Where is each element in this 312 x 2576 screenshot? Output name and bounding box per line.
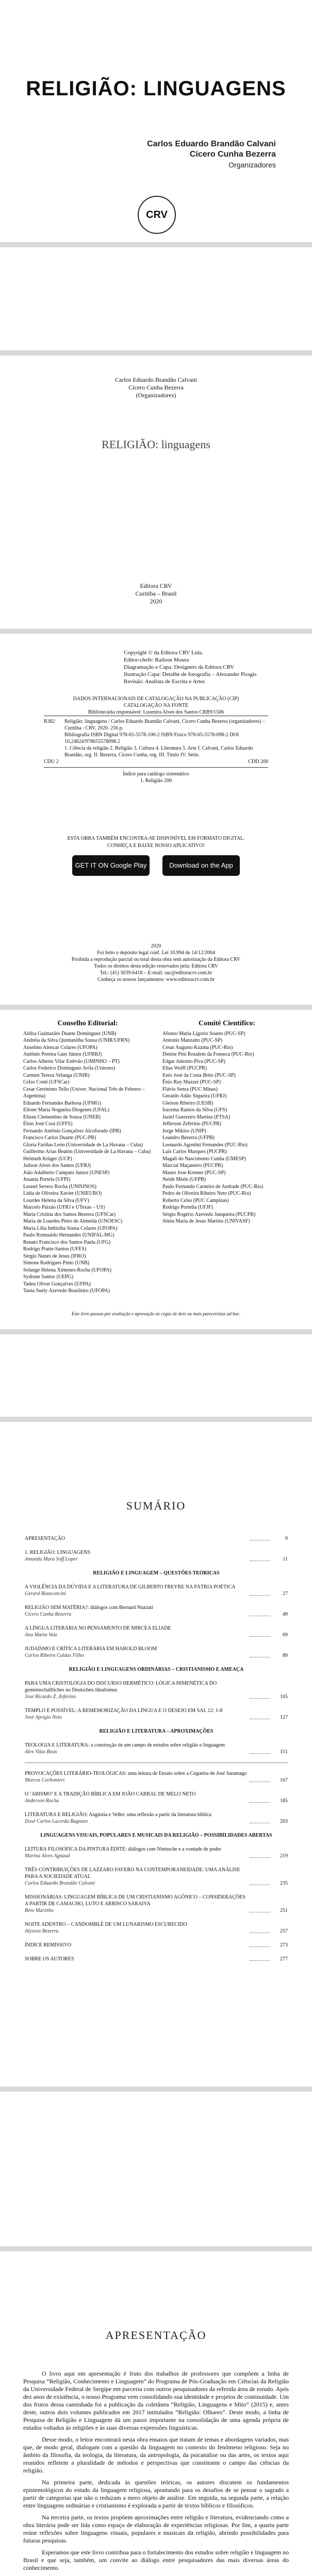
illustration-line: Ilustração Capa: Detalhe de fotografia – Alexander Piragis	[124, 671, 257, 677]
toc-entry-author: Alysson Bezerra	[25, 1928, 59, 1934]
toc-entry-title: LITERATURA E RELIGIÃO: Angústia e Velho: uma reflexão a partir da literatura bíblica Dosé Carlos Lacerda Bagnato	[25, 1811, 248, 1825]
cip-code: R382	[44, 719, 55, 724]
digital-notice: ESTA OBRA TAMBÉM ENCONTRA-SE DISPONÍVEL EM FORMATO DIGITAL.	[67, 836, 245, 841]
council-member: Solange Helena Ximenes-Rocha (UFOPA)	[23, 1267, 111, 1273]
committee-member: Leonardo Agostini Fernandes (PUC-Rio)	[162, 1142, 248, 1148]
toc-entry[interactable]	[25, 1604, 288, 1618]
committee-member: Elias Wolff (PUCPR)	[162, 1065, 207, 1071]
page-separator	[0, 629, 312, 634]
council-member: Marcelo Paixão (UFRJ e UTexas – US)	[23, 1205, 105, 1210]
toc-entry-title: TRÊS CONTRIBUIÇÕES DE LAZZARO FAVERO NA CONTEMPORANEIDADE: UMA ANÁLISE PARA A SOCIEDADE ATUAL Carlos Eduardo Brandão Calvani	[25, 1867, 248, 1887]
toc-divider	[25, 1762, 288, 1763]
google-play-button[interactable]: GET IT ON Google Play	[72, 855, 150, 876]
page-separator	[0, 1417, 312, 1422]
council-member: Sydione Santos (UEPG)	[23, 1274, 74, 1280]
cip-index-item: 1. Religião 200	[140, 778, 172, 784]
editor-line: Editor-chefe: Railson Moura	[124, 657, 189, 663]
council-member: Aldira Guimarães Duarte Domínguez (UNB)	[23, 1030, 117, 1037]
committee-member: Marcial Maçaneiro (PUCPR)	[162, 1163, 223, 1168]
summary-page	[0, 1422, 312, 2087]
toc-entry-page: 89	[283, 1653, 288, 1658]
paragraph: Na terceira parte, os textos propõem aproximações entre religião e literatura, evidenciando como a obra literária pode ser lida como espaço de elaboração de experiências religiosas. Por fim, a quarta parte reúne reflexões sobre linguagens visuais, populares e musicais da religião, abrindo possibilidades para futuras pesquisas.	[23, 2514, 289, 2544]
toc-leader	[250, 1857, 270, 1858]
toc-entry[interactable]	[25, 1956, 288, 1962]
toc-entry-title: PROVOCAÇÕES LITERÁRIO-TEOLÓGICAS: uma leitura de Ensaio sobre a Cegueira de José Saramago Marcos Carbonieri	[25, 1771, 247, 1783]
toc-leader	[250, 1595, 270, 1596]
toc-entry-author: Amanda Mara Soff Loper	[25, 1556, 78, 1562]
toc-section-heading: RELIGIÃO E LINGUAGEM – QUESTÕES TEÓRICAS	[93, 1570, 220, 1576]
toc-entry-page: 167	[280, 1777, 288, 1783]
council-member: Elizeu Clementino de Souza (UNEB)	[23, 1114, 101, 1120]
council-member: Lourdes Helena da Silva (UFV)	[23, 1197, 89, 1204]
toc-entry-author: Dosé Carlos Lacerda Bagnato	[25, 1819, 88, 1824]
copyright-page	[0, 634, 312, 1005]
toc-entry-title: PARA UMA CRISTOLOGIA DO DISCURSO HERMÉTICO: LÓGICA HIMENÉTICA DO gemeinschaftliches no Deutschen Idealismus José Ricardo Z. Zeferino	[25, 1680, 248, 1700]
toc-entry-author: Anderson Rocha	[25, 1798, 59, 1804]
scientific-committee-title: Comitê Científico:	[198, 1020, 256, 1027]
footer-deposit: Foi feito o depósito legal conf. Lei 10.994 de 14/12/2004	[97, 950, 215, 956]
toc-entry[interactable]	[25, 1535, 288, 1542]
council-member: Maria Lília Imbiriba Sousa Colares (UFOPA)	[23, 1225, 118, 1231]
council-member: Renato Francisco dos Santos Paula (UFG)	[23, 1239, 111, 1245]
toc-section-heading: RELIGIÃO E LITERATURA – APROXIMAÇÕES	[99, 1728, 214, 1734]
council-member: Maria de Lourdes Pinto de Almeida (UNOESC)	[23, 1218, 123, 1224]
toc-leader	[250, 1960, 270, 1961]
cover-authors	[147, 139, 276, 170]
cip-block	[44, 696, 268, 784]
toc-section-heading: RELIGIÃO E LINGUAGENS ORDINÁRIAS – CRISTIANISMO E AMEAÇA	[69, 1667, 244, 1672]
toc-entry[interactable]	[25, 1584, 288, 1597]
footer-year: 2020	[151, 943, 161, 949]
table-of-contents	[25, 1535, 288, 1970]
footer-rights: Proibida a reprodução parcial ou total desta obra sem autorização da Editora CRV	[71, 957, 241, 962]
summary-title: SUMÁRIO	[126, 1499, 186, 1512]
committee-member: Gleison Ribeiro (UESB)	[162, 1100, 214, 1106]
blank-page	[0, 247, 312, 350]
presentation-page	[0, 2251, 312, 2576]
committee-member: Pedro de Oliveira Ribeiro Neto (PUC-Rio)	[162, 1191, 251, 1196]
toc-entry-title: RELIGIÃO SEM MATÉRIA?: diálogos com Bernard Nuzzati Cícero Cunha Bezerra	[25, 1604, 248, 1618]
toc-entry-title: APRESENTAÇÃO	[25, 1536, 65, 1541]
toc-entry[interactable]	[25, 1770, 288, 1784]
cip-heading: DADOS INTERNACIONAIS DE CATALOGAÇÃO NA PUBLICAÇÃO (CIP)	[73, 696, 239, 702]
revision-line: Revisão: Analista de Escrita e Artes	[124, 679, 205, 685]
toc-section-heading: LINGUAGENS VISUAIS, POPULARES E MUSICAIS DA RELIGIÃO – POSSIBILIDADES ABERTAS	[40, 1833, 272, 1838]
toc-entry-page: 49	[283, 1612, 288, 1617]
council-member: Helmuth Krüger (UCP)	[23, 1156, 72, 1162]
council-member: Gloria Fariñas León (Universidade de La Havana – Cuba)	[23, 1142, 143, 1148]
toc-entry[interactable]	[25, 1921, 288, 1935]
footer-publisher: Todos os direitos desta edição reservados pela: Editora CRV	[93, 963, 219, 969]
committee-member: Enio José da Costa Brito (PUC-SP)	[162, 1072, 236, 1078]
toc-entry-page: 277	[280, 1956, 288, 1962]
title-page-author-2: Cícero Cunha Bezerra	[128, 384, 184, 391]
toc-entry-page: 9	[285, 1536, 288, 1541]
toc-entry-author: Cícero Cunha Bezerra	[25, 1612, 72, 1617]
toc-entry[interactable]	[25, 1846, 288, 1859]
legal-footer	[0, 943, 312, 983]
toc-entry-page: 273	[280, 1942, 288, 1948]
toc-leader	[250, 1636, 270, 1637]
toc-entry-title: TEOLOGIA E LITERATURA: a construção de um campo de estudos sobre religião e linguagem Alex Vilas Boas	[25, 1742, 248, 1755]
toc-entry[interactable]	[25, 1646, 288, 1659]
toc-entry[interactable]	[25, 1894, 288, 1914]
paragraph: Na primeira parte, dedicada às questões teóricas, os autores discutem os fundamentos epistemológicos do estudo da linguagem religiosa, apontando para os desafios de se pensar o sagrado a partir de categorias que não o reduzam a mero objeto de análise. Em seguida, na segunda parte, a relação entre linguagens ordinárias e cristianismo é explorada a partir de textos bíblicos e filosóficos.	[23, 2479, 289, 2509]
presentation-body	[23, 2370, 289, 2576]
toc-entry-title: ÍNDICE REMISSIVO	[25, 1942, 72, 1948]
council-member: Carlos Alberto Vilar Estêvão (UMINHO – PT)	[23, 1058, 120, 1064]
scientific-committee	[162, 1020, 291, 1225]
toc-entry-page: 219	[280, 1853, 288, 1859]
council-member: Lídia de Oliveira Xavier (UNIEURO)	[23, 1191, 102, 1196]
title-page-publisher: Editora CRV	[140, 582, 172, 589]
committee-member: Antonio Manzatto (PUC-SP)	[162, 1038, 223, 1043]
committee-member: Flávio Senra (PUC Minas)	[162, 1086, 218, 1092]
scientific-committee-list	[162, 1030, 291, 1225]
committee-member: Iracema Ramos da Silva (UFS)	[162, 1107, 227, 1113]
paragraph: Desse modo, o leitor encontrará nesta obra ensaios que tratam de temas e abordagens variados, mas que, de modo geral, dialogam com a questão da linguagem no contexto do fenômeno religioso. Seja no âmbito da filosofia, da teologia, da literatura, da antropologia, da psicanálise ou das artes, os textos aqui reunidos refletem a pluralidade de métodos e perspectivas que constituem o campo das ciências da religião.	[23, 2436, 289, 2474]
council-member: Leonel Severo Rocha (UNISINOS)	[23, 1183, 96, 1190]
cover-title: RELIGIÃO: LINGUAGENS	[26, 77, 286, 100]
page-separator	[0, 2246, 312, 2251]
paragraph: O livro aqui em apresentação é fruto dos trabalhos de professores que compõem a linha de Pesquisa “Religião, Conhecimento e Linguagem” do Programa de Pós-Graduação em Ciências da Religião da Universidade Federal de Sergipe em parceria com outros pesquisadores da referida área de estudo. Após dez anos de existência, o nosso Programa vem consolidando sua identidade e projetos de continuidade. Um dos frutos dessa caminhada foi a publicação da coletânea “Religião, Linguagens e Mito” (2015) e, antes deste, outros dois volumes publicados em 2017 intitulados “Religião: Olhares”. Deste modo, a linha de Pesquisa de Religião e Linguagem dá um passo importante na consolidação de uma agenda própria de estudos voltados às religiões e às suas diversas expressões linguísticas.	[23, 2370, 289, 2431]
council-member: Andréia da Silva Quintanilha Sousa (UNIR/UFRN)	[23, 1038, 130, 1043]
crv-logo-icon: CRV	[138, 196, 176, 234]
council-member: Elione Maria Nogueira Diogenes (UFAL)	[23, 1107, 109, 1113]
page-separator	[0, 242, 312, 247]
app-store-button[interactable]: Download on the App Store	[162, 855, 240, 876]
council-member: Carmen Tereza Velanga (UNIR)	[23, 1072, 90, 1078]
title-page	[0, 355, 312, 629]
council-member: Francisco Carlos Duarte (PUC-PR)	[23, 1135, 96, 1141]
toc-entry-title: NOITE ADENTRO – CANDOMBLÉ DE UM LUNARISMO ESCURECIDO Alysson Bezerra	[25, 1921, 248, 1935]
copyright-credits	[124, 649, 289, 685]
page-separator	[0, 1005, 312, 1010]
presentation-title: APRESENTAÇÃO	[105, 2329, 207, 2342]
toc-entry[interactable]	[25, 1811, 288, 1825]
committee-member: Jefferson Zeferino (PUCPR)	[162, 1121, 222, 1127]
blank-page	[0, 2092, 312, 2246]
committee-member: Rodrigo Portella (UFJF)	[162, 1205, 213, 1210]
toc-entry-author: Marina Alves Agnaud	[25, 1853, 70, 1859]
toc-entry-page: 251	[280, 1908, 288, 1913]
council-member: Guillermo Arias Beatón (Universidade de La Havana – Cuba)	[23, 1149, 151, 1155]
committee-member: Jaziel Guerreiro Martins (FTSA)	[162, 1114, 231, 1120]
page-separator	[0, 1329, 312, 1334]
design-line: Diagramação e Capa: Designers da Editora CRV	[124, 664, 235, 670]
cip-librarian: Bibliotecária responsável: Luzenira Alves dos Santos CRB9/1506	[88, 709, 224, 715]
toc-entry-page: 203	[280, 1819, 288, 1824]
cip-text: Religião: linguagens / Carlos Eduardo Brandão Calvani, Cícero Cunha Bezerra (organizadores) – Curitiba : CRV, 2020. 256 p.	[64, 719, 266, 731]
toc-leader	[250, 1946, 270, 1947]
toc-entry-author: Carlos Eduardo Brandão Calvani	[25, 1880, 95, 1886]
council-member: Eduardo Fernandes Barbosa (UFMG)	[23, 1100, 101, 1106]
paragraph: Esperamos que este livro contribua para o fortalecimento dos estudos sobre religião e linguagem no Brasil e que seja, também, um convite ao diálogo entre pesquisadores das mais diversas áreas do conhecimento.	[23, 2549, 289, 2571]
footer-contact: Tel.: (41) 3039-6418 – E-mail: sac@editoracrv.com.br	[100, 970, 212, 976]
title-page-title: RELIGIÃO: linguagens	[102, 438, 210, 451]
toc-entry[interactable]	[25, 1742, 288, 1755]
peer-review-note: Este livro passou por avaliação e aprovação às cegas de dois ou mais pareceristas ad hoc.	[71, 1311, 241, 1316]
cip-cdu: CDU 2	[44, 759, 59, 765]
toc-entry-page: 127	[280, 1715, 288, 1720]
title-page-city: Curitiba – Brasil	[135, 590, 177, 597]
toc-entry-page: 69	[283, 1632, 288, 1638]
cip-cdd: CDD 200	[248, 759, 268, 765]
toc-entry-page: 151	[280, 1749, 288, 1755]
toc-entry[interactable]	[25, 1942, 288, 1948]
council-member: Antônio Pereira Gaio Júnior (UFRRJ)	[23, 1052, 102, 1057]
toc-entry-author: José Ricardo Z. Zeferino	[25, 1694, 76, 1700]
cover-author-2: Cícero Cunha Bezerra	[189, 150, 276, 159]
cover-author-1: Carlos Eduardo Brandão Calvani	[147, 140, 276, 148]
toc-entry[interactable]	[25, 1625, 288, 1638]
council-member: Paulo Romualdo Hernandes (UNIFAL-MG)	[23, 1232, 114, 1238]
toc-entry-author: Marcos Carbonieri	[25, 1777, 65, 1783]
council-page	[0, 1010, 312, 1329]
toc-entry-page: 257	[280, 1928, 288, 1934]
toc-entry-page: 11	[283, 1556, 288, 1562]
toc-entry-title: LEITURA FILOSÓFICA DA PINTURA ÉDITE: diálogos com Nietzsche e a vontade de poder Marina Alves Agnaud	[25, 1846, 248, 1859]
council-member: Sérgio Nunes de Jesus (IFRO)	[23, 1253, 86, 1259]
toc-entry-page: 27	[283, 1591, 288, 1597]
title-page-year: 2020	[150, 598, 162, 605]
committee-member: Luis Carlos Marques (PUCPR)	[162, 1149, 227, 1155]
toc-entry[interactable]	[25, 1549, 288, 1563]
council-member: Cesar Gerónimo Tello (Univer. Nacional Três de Febrero – Argentina)	[23, 1086, 145, 1099]
toc-entry-title: O ‘ABISMO’ E A TRADIÇÃO BÍBLICA EM JOÃO CABRAL DE MELO NETO Anderson Rocha	[25, 1791, 248, 1804]
committee-member: Paulo Fernando Carneiro de Andrade (PUC-Rio)	[162, 1183, 264, 1190]
cip-record	[44, 716, 268, 768]
council-member: Anselmo Alencar Colares (UFOPA)	[23, 1044, 97, 1050]
toc-entry-title: SOBRE OS AUTORES	[25, 1956, 74, 1962]
toc-leader	[250, 1802, 270, 1803]
council-member: Rodrigo Pratte-Santos (UFES)	[23, 1246, 87, 1252]
cip-index-title: Índice para catálogo sistemático	[123, 771, 189, 777]
committee-member: Cesar Augusto Kuzma (PUC-Rio)	[162, 1044, 233, 1050]
toc-entry-page: 105	[280, 1694, 288, 1700]
council-member: Simone Rodrigues Pinto (UNB)	[23, 1260, 90, 1266]
copyright-line: Copyright © da Editora CRV Ltda.	[124, 650, 203, 656]
council-member: Fernando Antônio Gonçalves Alcoforado (IPB)	[23, 1128, 121, 1134]
council-member: Tania Suely Azevedo Brasileiro (UFOPA)	[23, 1288, 110, 1294]
committee-member: Sônia Maria de Jesus Martins (UNIVASF)	[162, 1218, 250, 1224]
cover-role: Organizadores	[228, 161, 276, 169]
council-member: Josania Portela (UFPI)	[23, 1177, 71, 1182]
page-separator	[0, 350, 312, 355]
editorial-council-list	[23, 1030, 152, 1295]
toc-leader	[250, 1698, 270, 1699]
committee-member: Sérgio Rogério Azevedo Junqueira (PUCPR)	[162, 1211, 256, 1217]
toc-entry[interactable]	[25, 1867, 288, 1887]
council-member: Carlos Federico Dominguez Avila (Unieuro)	[23, 1065, 116, 1071]
cip-subheading: CATALOGAÇÃO NA FONTE	[123, 703, 189, 708]
toc-entry-title: 1. RELIGIÃO: LINGUAGENS Amanda Mara Soff Loper	[25, 1549, 248, 1563]
council-member: Élsio José Corá (UFFS)	[23, 1121, 73, 1127]
committee-member: Geraldo Adão Siqueira (UFRJ)	[162, 1093, 227, 1099]
toc-entry[interactable]	[25, 1791, 288, 1804]
committee-member: Mauro Jose Kremer (PUC-SP)	[162, 1170, 226, 1176]
toc-entry-title: MISSIONÁRIAS: LINGUAGEM BÍBLICA DE UM CRISTIANISMO AGÔNICO – CONSIDERAÇÕES A PARTIR DE CAMACHO, LUTO E ARRISCO SARAIVA Beto Marinho	[25, 1894, 248, 1914]
toc-entry[interactable]	[25, 1707, 288, 1721]
title-page-author-1: Carlos Eduardo Brandão Calvani	[115, 376, 197, 383]
cip-subjects: 1. Ciência da religião 2. Religião 3. Cultura 4. Literatura 5. Arte I. Calvani, Carlos Eduardo Brandão, org. II. Bezerra, Cícero Cunha, org. III. Título IV. Série.	[64, 745, 253, 758]
toc-entry-title: A LÍNGUA LITERÁRIA NO PENSAMENTO DE MIRCEA ELIADE Ana Marta Vaiz	[25, 1625, 248, 1638]
council-member: Maria Cristina dos Santos Bezerra (UFSCar)	[23, 1211, 116, 1217]
cover-page	[0, 0, 312, 242]
blank-page	[0, 1334, 312, 1417]
toc-entry-title: TEMPLO E POSSÍVEL: A REMEMORIZAÇÃO DA LÍNGUA E O DESEJO EM SAL 12: 1-8 José Aprígio Neto	[25, 1707, 248, 1721]
council-member: Tadeu Oliver Gonçalves (UFPA)	[23, 1281, 91, 1287]
committee-member: Afonso Maria Ligorio Soares (PUC-SP)	[162, 1030, 245, 1037]
committee-member: Roberto Celso (PUC Campinas)	[162, 1197, 229, 1204]
council-member: Celso Conti (UFSCar)	[23, 1079, 70, 1085]
committee-member: Neide Miele (UFPB)	[162, 1177, 206, 1182]
committee-member: Denise Pini Rosalem da Fonseca (PUC-Rio)	[162, 1052, 254, 1057]
committee-member: Jorge Miklos (UNIP)	[162, 1128, 206, 1134]
committee-member: Edgar Antonio Piva (PUC-SP)	[162, 1058, 225, 1064]
footer-website: Conheça os nossos lançamentos: www.editoracrv.com.br	[97, 977, 215, 982]
toc-entry-author: Ana Marta Vaiz	[25, 1632, 57, 1638]
toc-entry-author: Beto Marinho	[25, 1908, 54, 1913]
committee-member: Ênio Ruy Mazzei (PUC-SP)	[162, 1079, 221, 1085]
committee-member: Magali do Nascimento Cunha (UMESP)	[162, 1156, 247, 1162]
page-separator	[0, 2087, 312, 2092]
toc-entry-title: A VIOLÊNCIA DA DÚVIDA E A LITERATURA DE GILBERTO FREYRE NA PÁTRIA POÉTICA Gerard Bianconcini	[25, 1584, 248, 1597]
council-member: Jailson Alves dos Santos (UFRJ)	[23, 1163, 91, 1168]
toc-entry[interactable]	[25, 1680, 288, 1700]
toc-entry-author: José Aprígio Neto	[25, 1715, 62, 1720]
toc-leader	[250, 1753, 270, 1754]
editorial-council-title: Conselho Editorial:	[57, 1020, 118, 1027]
toc-entry-author: Alex Vilas Boas	[25, 1749, 57, 1755]
toc-entry-author: Carlos Ribeiro Caldas Filho	[25, 1653, 84, 1658]
committee-member: Leandro Bezerra (UFPB)	[162, 1135, 215, 1141]
editorial-council	[23, 1020, 152, 1295]
toc-entry-title: JUDAÍSMO E CRÍTICA LITERÁRIA EM HAROLD BLOOM Carlos Ribeiro Caldas Filho	[25, 1646, 248, 1659]
toc-entry-author: Gerard Bianconcini	[25, 1591, 66, 1597]
cip-bibliography: Bibliografia ISBN Digital 978-65-5578-100-2 ISBN Físico 978-65-5578-098-2 DOI 10.24824/978655578098.2	[64, 732, 239, 744]
app-notice: CONHEÇA E BAIXE NOSSO APLICATIVO!	[107, 843, 205, 849]
council-member: João Adalberto Campato Junior (UNESP)	[23, 1170, 110, 1176]
title-page-role: (Organizadores)	[136, 392, 176, 399]
toc-entry-page: 185	[280, 1798, 288, 1804]
toc-entry-page: 235	[280, 1880, 288, 1886]
